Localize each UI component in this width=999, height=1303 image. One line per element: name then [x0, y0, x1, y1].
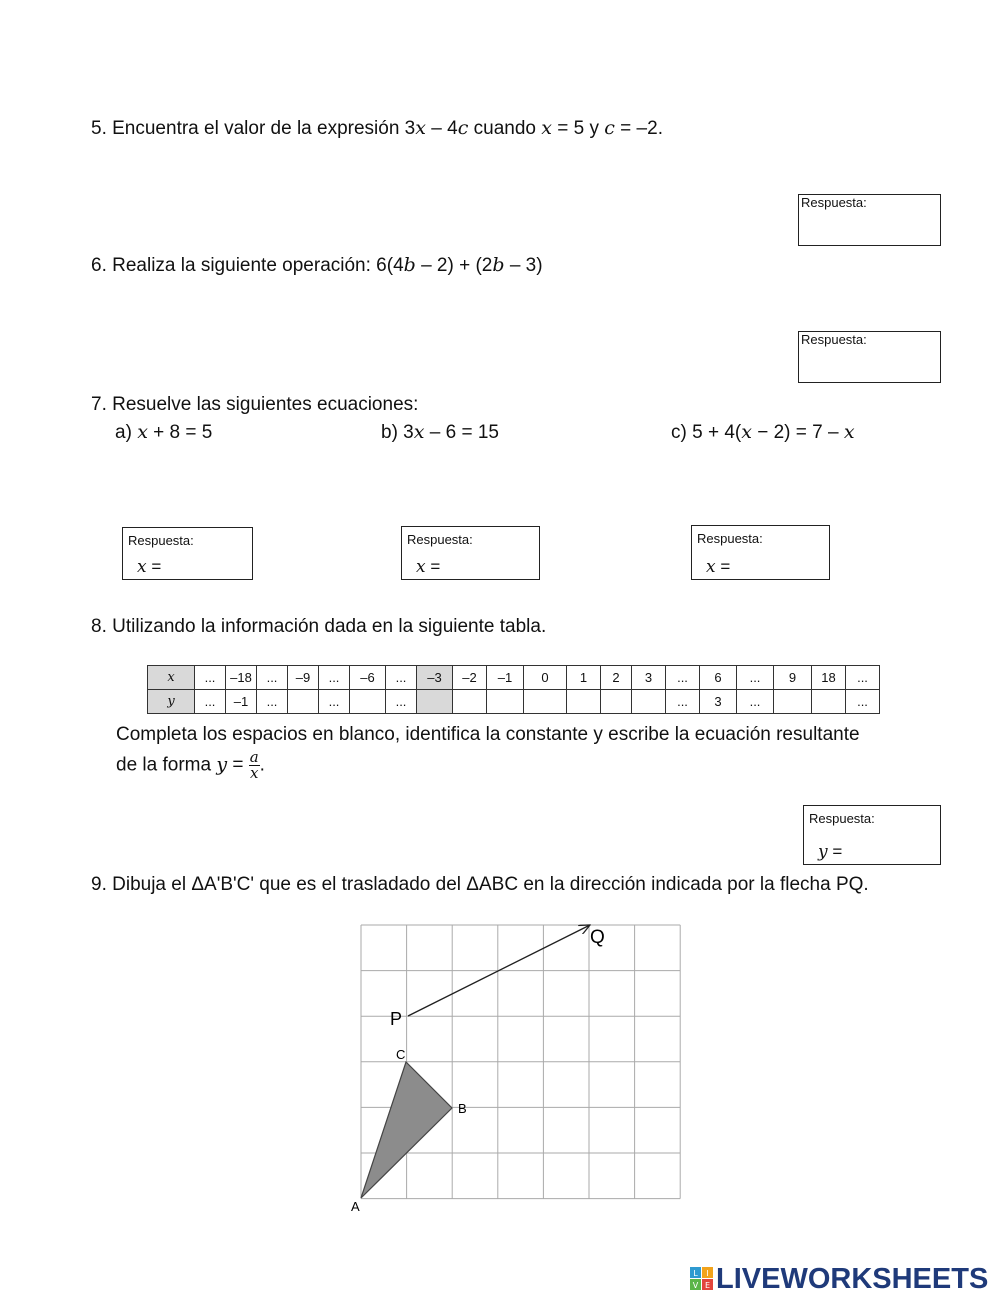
- translation-grid-figure: [340, 915, 700, 1220]
- answer-box-q7c[interactable]: [691, 525, 830, 580]
- grid-lines: [361, 925, 680, 1199]
- answer-x-equals: x =: [416, 557, 441, 577]
- answer-box-q5[interactable]: [798, 194, 941, 246]
- table-cell-x: 9: [774, 666, 812, 690]
- table-cell-x: ...: [737, 666, 774, 690]
- logo-tiles-icon: [690, 1267, 714, 1291]
- logo-text: LIVEWORKSHEETS: [716, 1262, 989, 1295]
- question-8-title: 8. Utilizando la información dada en la siguiente tabla.: [91, 616, 547, 637]
- label-a: A: [351, 1199, 360, 1214]
- table-cell-y: ...: [257, 690, 288, 714]
- answer-box-q7b[interactable]: [401, 526, 540, 580]
- liveworksheets-logo: [690, 1262, 988, 1296]
- table-cell-y[interactable]: [417, 690, 453, 714]
- svg-text:I: I: [706, 1269, 709, 1278]
- table-cell-x: 0: [524, 666, 567, 690]
- table-cell-y: ...: [846, 690, 880, 714]
- table-cell-x: ...: [666, 666, 700, 690]
- table-row-y: [148, 690, 880, 714]
- table-header-y: y: [148, 690, 195, 714]
- table-cell-x: –9: [288, 666, 319, 690]
- fraction-a-over-x: $\frac{a}{x}$: [249, 748, 259, 782]
- table-cell-y: ...: [386, 690, 417, 714]
- label-b: B: [458, 1101, 467, 1116]
- answer-label: Respuesta:: [801, 332, 867, 347]
- table-cell-y: ...: [666, 690, 700, 714]
- answer-y-equals: y =: [818, 842, 843, 862]
- table-cell-x: ...: [257, 666, 288, 690]
- table-cell-y[interactable]: [567, 690, 601, 714]
- table-cell-y[interactable]: [601, 690, 632, 714]
- table-cell-y: ...: [737, 690, 774, 714]
- question-5: 5. Encuentra el valor de la expresión 3x – 4c cuando x = 5 y c = –2.: [91, 117, 663, 139]
- answer-label: Respuesta:: [801, 195, 867, 210]
- svg-text:E: E: [704, 1281, 711, 1290]
- table-cell-y: –1: [226, 690, 257, 714]
- answer-label: Respuesta:: [128, 533, 194, 548]
- table-cell-x: –18: [226, 666, 257, 690]
- answer-box-q8[interactable]: [803, 805, 941, 865]
- table-cell-y[interactable]: [524, 690, 567, 714]
- table-cell-x: ...: [846, 666, 880, 690]
- table-row-x: [148, 666, 880, 690]
- table-cell-x: 1: [567, 666, 601, 690]
- question-7-title: 7. Resuelve las siguientes ecuaciones:: [91, 394, 419, 415]
- table-cell-x: 3: [632, 666, 666, 690]
- answer-box-q6[interactable]: [798, 331, 941, 383]
- answer-label: Respuesta:: [697, 531, 763, 546]
- table-cell-y: 3: [700, 690, 737, 714]
- table-cell-x: 6: [700, 666, 737, 690]
- table-cell-y[interactable]: [812, 690, 846, 714]
- table-cell-x: –3: [417, 666, 453, 690]
- svg-text:L: L: [693, 1269, 698, 1278]
- label-c: C: [396, 1047, 406, 1062]
- label-q: Q: [590, 927, 605, 948]
- label-p: P: [390, 1009, 403, 1029]
- table-header-x: x: [148, 666, 195, 690]
- question-8-description-1: Completa los espacios en blanco, identifica la constante y escribe la ecuación resultante: [116, 724, 860, 745]
- table-cell-x: ...: [386, 666, 417, 690]
- question-8-description-2: de la forma y = $\frac{a}{x}$ .: [116, 748, 265, 782]
- table-cell-y: ...: [319, 690, 350, 714]
- table-cell-x: 2: [601, 666, 632, 690]
- table-cell-y[interactable]: [453, 690, 487, 714]
- question-6: 6. Realiza la siguiente operación: 6(4b – 2) + (2b – 3): [91, 254, 543, 276]
- values-table: [147, 665, 880, 714]
- table-cell-y[interactable]: [350, 690, 386, 714]
- answer-x-equals: x =: [137, 557, 162, 577]
- table-cell-x: ...: [319, 666, 350, 690]
- table-cell-x: ...: [195, 666, 226, 690]
- table-cell-y[interactable]: [632, 690, 666, 714]
- table-cell-y[interactable]: [487, 690, 524, 714]
- question-9-title: 9. Dibuja el ΔA'B'C' que es el trasladado del ΔABC en la dirección indicada por la flecha PQ.: [91, 874, 869, 895]
- equation-a: a) x + 8 = 5: [115, 421, 213, 443]
- svg-text:V: V: [692, 1281, 699, 1290]
- table-cell-y: ...: [195, 690, 226, 714]
- answer-x-equals: x =: [706, 557, 731, 577]
- table-cell-y[interactable]: [288, 690, 319, 714]
- table-cell-x: –2: [453, 666, 487, 690]
- equation-b: b) 3x – 6 = 15: [381, 421, 499, 443]
- answer-box-q7a[interactable]: [122, 527, 253, 580]
- table-cell-x: 18: [812, 666, 846, 690]
- table-cell-x: –6: [350, 666, 386, 690]
- answer-label: Respuesta:: [407, 532, 473, 547]
- table-cell-x: –1: [487, 666, 524, 690]
- answer-label: Respuesta:: [809, 811, 875, 826]
- table-cell-y[interactable]: [774, 690, 812, 714]
- equation-c: c) 5 + 4(x − 2) = 7 – x: [671, 421, 855, 443]
